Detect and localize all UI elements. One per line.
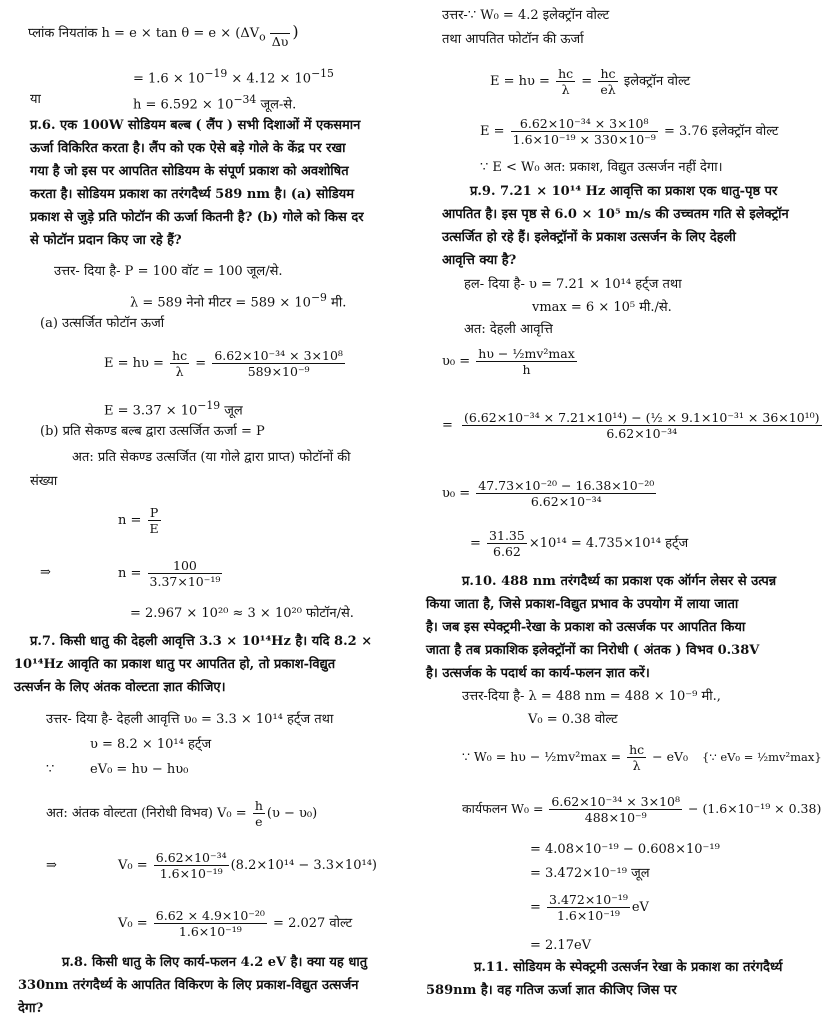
fraction: [154, 908, 267, 939]
answer-line: = 2.17eV: [530, 938, 592, 953]
question-8: प्र.8. किसी धातु के लिए कार्य-फलन 4.2 eV है। क्या यह धातु: [62, 955, 368, 970]
text: ⇒: [40, 565, 51, 580]
text: 488×10⁻⁹: [584, 810, 647, 825]
question-6: प्रकाश से जुड़े प्रति फोटॉन की ऊर्जा कितनी है? (b) गोले को किस दर: [30, 210, 364, 225]
planck-constant-line: [28, 18, 299, 49]
text: जूल-से.: [256, 97, 297, 113]
text: 1.6×10⁻¹⁹ × 330×10⁻⁹: [512, 132, 656, 147]
answer-line: (a) उत्सर्जित फोटॉन ऊर्जा: [40, 316, 165, 331]
text: ∵ W₀ = hυ − ½mv²max =: [462, 749, 622, 764]
text: 6.62×10⁻³⁴: [606, 426, 678, 441]
answer-line: vmax = 6 × 10⁵ मी./से.: [532, 300, 672, 315]
text: = 2.027 वोल्ट: [273, 916, 353, 931]
answer-line: = 3.472×10⁻¹⁹ जूल: [530, 866, 650, 881]
question-6: करता है। सोडियम प्रकाश का तरंगदैर्ध्य 589 nm है। (a) सोडियम: [30, 187, 354, 202]
text: 3.472×10⁻¹⁹: [549, 892, 628, 907]
fraction: [487, 528, 527, 559]
equation: [442, 478, 658, 509]
answer-line: उत्तर- दिया है- P = 100 वॉट = 100 जूल/से.: [54, 264, 283, 279]
text: hc: [598, 66, 617, 82]
equation: [480, 116, 778, 147]
text: υ₀ =: [442, 486, 471, 501]
equation: [133, 66, 334, 87]
text: 3.37×10⁻¹⁹: [149, 574, 221, 589]
question-9: आपतित है। इस पृष्ठ से 6.0 × 10⁵ m/s की उच्चतम गति से इलेक्ट्रॉन: [442, 207, 789, 222]
text: hc: [558, 66, 574, 81]
equation: [460, 410, 824, 441]
equation: [104, 348, 347, 379]
question-11: 589nm है। वह गतिज ऊर्जा ज्ञात कीजिए जिस पर: [426, 983, 677, 998]
equation: [46, 798, 317, 829]
equation: [530, 892, 649, 923]
text: (6.62×10⁻³⁴ × 7.21×10¹⁴) − (½ × 9.1×10⁻³¹ × 36×10¹⁰): [464, 410, 820, 425]
text: (υ − υ₀): [266, 806, 318, 821]
text: 1.6×10⁻¹⁹: [557, 908, 620, 923]
text: E = hυ =: [104, 356, 164, 371]
text: V₀ =: [118, 858, 148, 873]
text: (8.2×10¹⁴ − 3.3×10¹⁴): [230, 858, 377, 873]
text: P: [148, 505, 161, 521]
question-6: से फोटॉन प्रदान किए जा रहे हैं?: [30, 233, 182, 248]
text: Δυ: [271, 34, 289, 49]
answer-line: = 4.08×10⁻¹⁹ − 0.608×10⁻¹⁹: [530, 842, 720, 857]
text: प्लांक नियतांक h = e × tan θ = e × (ΔV: [28, 26, 260, 41]
text: इलेक्ट्रॉन वोल्ट: [623, 74, 691, 89]
text: 6.62: [493, 544, 521, 559]
text: या: [30, 92, 41, 107]
text: 6.62×10⁻³⁴ × 3×10⁸: [551, 794, 681, 809]
text: = 1.6 × 10: [133, 71, 205, 87]
text: eV: [631, 900, 649, 915]
text: −19: [197, 399, 221, 412]
equation: [462, 742, 822, 773]
text: h = 6.592 × 10: [133, 97, 234, 113]
fraction: [212, 348, 345, 379]
text: =: [195, 356, 207, 371]
question-8: 330nm तरंगदैर्ध्य के आपतित विकिरण के लिए प्रकाश-विद्युत उत्सर्जन: [18, 978, 359, 993]
equation: [30, 92, 41, 108]
text: λ = 589 नेनो मीटर = 589 × 10: [130, 295, 311, 311]
fraction: [170, 348, 189, 379]
text: 6.62×10⁻³⁴ × 3×10⁸: [214, 348, 343, 363]
fraction: [549, 794, 682, 825]
fraction: [598, 66, 617, 97]
question-10: किया जाता है, जिसे प्रकाश-विद्युत प्रभाव के उपयोग में लाया जाता: [426, 597, 739, 612]
text: 47.73×10⁻²⁰ − 16.38×10⁻²⁰: [478, 478, 655, 493]
fraction: [476, 346, 576, 377]
text: E = hυ =: [490, 74, 550, 89]
fraction: [148, 505, 161, 536]
fraction: [547, 892, 630, 923]
equation: [490, 66, 690, 97]
answer-line: संख्या: [30, 474, 58, 489]
text: जूल: [220, 403, 243, 419]
text: मी.: [326, 295, 347, 311]
equation: eV₀ = hυ − hυ₀: [90, 762, 189, 777]
question-10: प्र.10. 488 nm तरंगदैर्ध्य का प्रकाश एक ऑर्गन लेसर से उत्पन्न: [462, 574, 777, 589]
text: o: [259, 30, 266, 44]
text: 100: [148, 558, 223, 574]
question-7: उत्सर्जन के लिए अंतक वोल्टता ज्ञात कीजिए।: [14, 680, 226, 695]
question-6: ऊर्जा विकिरित करता है। लैंप को एक ऐसे बड़े गोले के केंद्र पर रखा: [30, 141, 346, 156]
fraction: [511, 116, 658, 147]
question-10: है। जब इस स्पेक्ट्रमी-रेखा के प्रकाश को उत्सर्जक पर आपतित किया: [426, 620, 746, 635]
text: कार्यफलन W₀ =: [462, 801, 544, 816]
text: E: [149, 521, 159, 536]
text: ⇒: [46, 858, 57, 873]
text: − (1.6×10⁻¹⁹ × 0.38): [688, 801, 822, 816]
text: hc: [172, 348, 188, 363]
text: n =: [118, 566, 142, 581]
text: = 3.76 इलेक्ट्रॉन वोल्ट: [663, 124, 779, 139]
text: अत: अंतक वोल्टता (निरोधी विभव) V₀ =: [46, 806, 247, 821]
answer-line: हल- दिया है- υ = 7.21 × 10¹⁴ हर्ट्ज तथा: [464, 277, 682, 292]
text: 6.62×10⁻³⁴ × 3×10⁸: [511, 116, 658, 132]
text: × 4.12 × 10: [227, 71, 312, 87]
text: λ: [175, 364, 184, 379]
text: eλ: [600, 82, 616, 97]
text: h: [254, 798, 263, 813]
text: 589×10⁻⁹: [247, 364, 310, 379]
text: −19: [204, 67, 228, 80]
fraction: [154, 850, 229, 881]
answer-line: उत्तर-दिया है- λ = 488 nm = 488 × 10⁻⁹ मी.,: [462, 689, 721, 704]
fraction: [627, 742, 646, 773]
question-6: प्र.6. एक 100W सोडियम बल्ब ( लैंप ) सभी दिशाओं में एकसमान: [30, 118, 361, 133]
fraction: [253, 798, 265, 829]
text: e: [255, 814, 263, 829]
answer-line: [130, 290, 346, 311]
text: h: [522, 362, 531, 377]
text: =: [530, 900, 541, 915]
text: ): [292, 22, 299, 41]
text: −9: [310, 291, 327, 304]
equation: [118, 505, 163, 536]
equation: [462, 794, 821, 825]
answer-line: υ = 8.2 × 10¹⁴ हर्ट्ज: [90, 737, 212, 752]
text: 6.62 × 4.9×10⁻²⁰: [155, 908, 265, 923]
text: =: [470, 536, 481, 551]
equation: [442, 346, 579, 377]
equation: [118, 558, 224, 589]
fraction: [476, 478, 656, 509]
text: − eV₀: [652, 749, 689, 764]
question-10: जाता है तब प्रकाशिक इलेक्ट्रॉनों का निरोधी ( अंतक ) विभव 0.38V: [426, 643, 760, 658]
question-7: प्र.7. किसी धातु की देहली आवृत्ति 3.3 × 10¹⁴Hz है। यदि 8.2 ×: [30, 634, 373, 649]
equation: [104, 398, 243, 419]
text: ∵: [46, 762, 55, 777]
text: n =: [118, 513, 142, 528]
answer-line: ∵ E < W₀ अत: प्रकाश, विद्युत उत्सर्जन नहीं देगा।: [480, 160, 723, 175]
answer-line: = 2.967 × 10²⁰ ≈ 3 × 10²⁰ फोटॉन/से.: [130, 606, 354, 621]
text: 6.62×10⁻³⁴: [155, 850, 227, 865]
text: V₀ =: [118, 916, 148, 931]
text: 1.6×10⁻¹⁹: [159, 866, 223, 881]
question-9: प्र.9. 7.21 × 10¹⁴ Hz आवृत्ति का प्रकाश एक धातु-पृष्ठ पर: [470, 184, 778, 199]
text: −34: [233, 93, 257, 106]
answer-line: अत: देहली आवृत्ति: [464, 322, 553, 337]
text: =: [581, 74, 593, 89]
fraction: [462, 410, 822, 441]
text: {∵ eV₀ = ½mv²max}: [702, 750, 822, 764]
text: υ₀ =: [442, 354, 471, 369]
question-11: प्र.11. सोडियम के स्पेक्ट्रमी उत्सर्जन रेखा के प्रकाश का तरंगदैर्ध्य: [474, 960, 783, 975]
answer-line: उत्तर-∵ W₀ = 4.2 इलेक्ट्रॉन वोल्ट: [442, 8, 610, 23]
text: λ: [632, 758, 641, 773]
text: −15: [311, 67, 334, 80]
answer-line: उत्तर- दिया है- देहली आवृत्ति υ₀ = 3.3 × 10¹⁴ हर्ट्ज तथा: [46, 712, 334, 727]
text: E = 3.37 × 10: [104, 403, 198, 419]
text: 1.6×10⁻¹⁹: [178, 924, 242, 939]
text: 6.62×10⁻³⁴: [530, 494, 602, 509]
answer-line: V₀ = 0.38 वोल्ट: [528, 712, 618, 727]
text: ×10¹⁴ = 4.735×10¹⁴ हर्ट्ज: [528, 536, 689, 551]
question-6: गया है जो इस पर आपतित सोडियम के संपूर्ण प्रकाश को अवशोषित: [30, 164, 349, 179]
fraction: [270, 18, 291, 49]
answer-line: अत: प्रति सेकण्ड उत्सर्जित (या गोले द्वारा प्राप्त) फोटॉनों की: [72, 450, 351, 465]
equation: [118, 850, 377, 881]
text: E =: [480, 124, 505, 139]
fraction: [148, 558, 223, 589]
question-9: आवृत्ति क्या है?: [442, 253, 517, 268]
text: hυ − ½mv²max: [478, 346, 575, 361]
equation: [118, 908, 352, 939]
text: λ: [561, 82, 570, 97]
answer-line: (b) प्रति सेकण्ड बल्ब द्वारा उत्सर्जित ऊर्जा = P: [40, 424, 265, 439]
fraction: [556, 66, 575, 97]
question-7: 10¹⁴Hz आवृति का प्रकाश धातु पर आपतित हो, तो प्रकाश-विद्युत: [14, 657, 336, 672]
text: hc: [629, 742, 645, 757]
equation: [133, 92, 296, 113]
question-10: है। उत्सर्जक के पदार्थ का कार्य-फलन ज्ञात करें।: [426, 666, 650, 681]
question-8: देगा?: [18, 1001, 44, 1016]
text: [270, 18, 291, 34]
text: =: [442, 418, 453, 433]
question-9: उत्सर्जित हो रहे हैं। इलेक्ट्रॉनों के प्रकाश उत्सर्जन के लिए देहली: [442, 230, 736, 245]
answer-line: तथा आपतित फोटॉन की ऊर्जा: [442, 32, 584, 47]
text: 31.35: [489, 528, 525, 543]
equation: [470, 528, 688, 559]
